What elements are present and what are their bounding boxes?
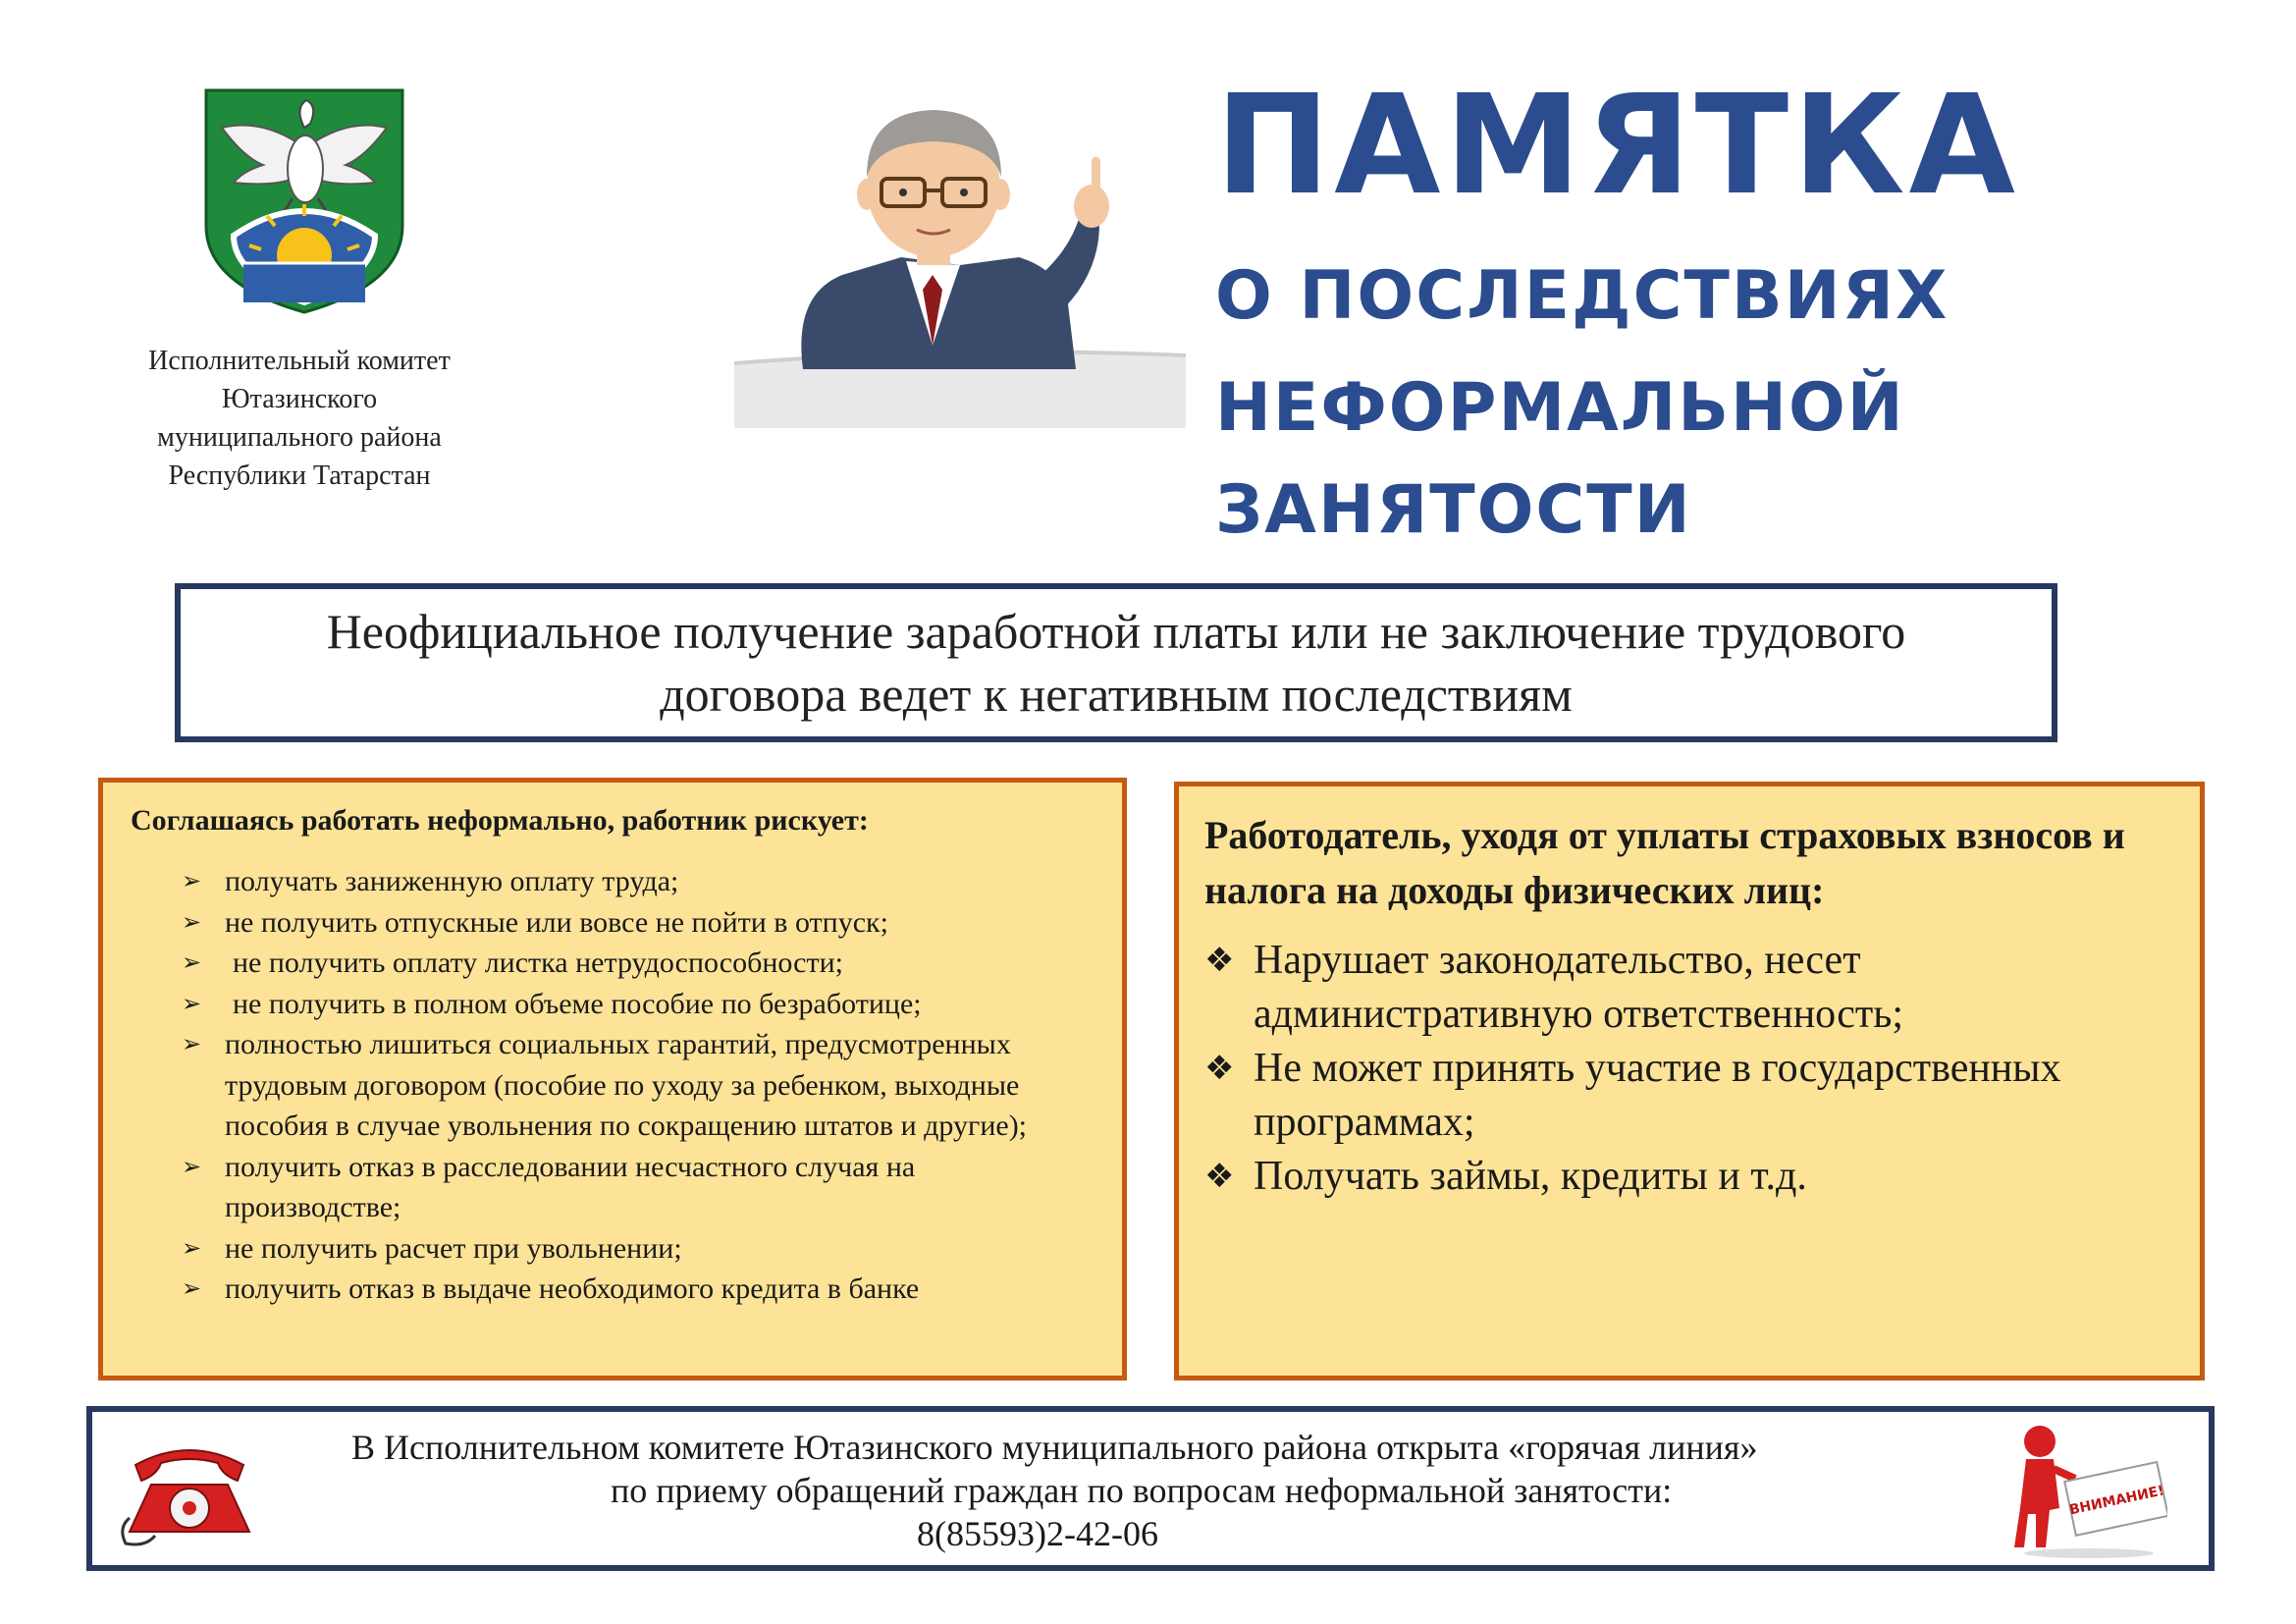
diamond-bullet-icon: ❖: [1204, 1157, 1235, 1196]
list-item: ➢ не получить оплату листка нетрудоспособности;: [131, 943, 1098, 984]
list-item: ➢ не получить расчет при увольнении;: [131, 1228, 1098, 1270]
list-item: ➢ полностью лишиться социальных гарантий, предусмотренных трудовым договором (пособие по уходу за ребенком, выходные пособия в случае увольнения по сокращению штатов и другие);: [131, 1024, 1098, 1147]
organization-name: [79, 342, 520, 495]
intro-line: договора ведет к негативным последствиям: [660, 667, 1573, 722]
employer-heading: Работодатель, уходя от уплаты страховых взносов и налога на доходы физических лиц:: [1204, 813, 2125, 912]
arrow-bullet-icon: ➢: [182, 948, 202, 976]
list-item: ➢ получить отказ в расследовании несчастного случая на производстве;: [131, 1147, 1098, 1228]
arrow-bullet-icon: ➢: [182, 1030, 202, 1057]
list-item: ➢ получать заниженную оплату труда;: [131, 861, 1098, 902]
employer-panel: [1174, 782, 2205, 1380]
arrow-bullet-icon: ➢: [182, 907, 202, 936]
intro-line: Неофициальное получение заработной платы или не заключение трудового: [326, 604, 1906, 659]
list-item: ❖ Не может принять участие в государственных программах;: [1204, 1042, 2174, 1150]
diamond-bullet-icon: ❖: [1204, 1049, 1235, 1088]
list-item: ❖ Получать займы, кредиты и т.д.: [1204, 1150, 2174, 1204]
intro-box: [175, 583, 2057, 742]
attention-sign-text: ВНИМАНИЕ!: [2067, 1483, 2166, 1519]
list-item: ➢ не получить отпускные или вовсе не пойти в отпуск;: [131, 902, 1098, 944]
hotline-text: по приему обращений граждан по вопросам неформальной занятости:: [611, 1471, 1673, 1510]
organization-line: муниципального района: [157, 422, 442, 453]
arrow-bullet-icon: ➢: [182, 1233, 202, 1262]
coat-of-arms-icon: [204, 88, 404, 314]
worker-risks-list: [131, 861, 1098, 1310]
list-item: ❖ Нарушает законодательство, несет административную ответственность;: [1204, 934, 2174, 1042]
title-subline: НЕФОРМАЛЬНОЙ: [1215, 369, 1905, 447]
attention-figure-icon: [2010, 1420, 2167, 1559]
hotline-text: В Исполнительном комитете Ютазинского муниципального района открыта «горячая линия»: [351, 1428, 1758, 1467]
worker-risks-heading: Соглашаясь работать неформально, работник рискует:: [131, 804, 869, 837]
list-item: ➢ получить отказ в выдаче необходимого кредита в банке: [131, 1269, 1098, 1310]
telephone-icon: [116, 1430, 263, 1547]
worker-risks-panel: [98, 778, 1127, 1380]
arrow-bullet-icon: ➢: [182, 1274, 202, 1302]
title-subline: О ПОСЛЕДСТВИЯХ: [1215, 257, 1949, 335]
arrow-bullet-icon: ➢: [182, 867, 202, 894]
organization-line: Ютазинского: [221, 384, 378, 414]
title-subline: ЗАНЯТОСТИ: [1215, 471, 1692, 549]
organization-line: Исполнительный комитет: [148, 346, 451, 376]
arrow-bullet-icon: ➢: [182, 989, 202, 1017]
diamond-bullet-icon: ❖: [1204, 941, 1235, 980]
man-pointing-illustration: [734, 88, 1186, 428]
title-main: ПАМЯТКА: [1215, 66, 2019, 226]
arrow-bullet-icon: ➢: [182, 1152, 202, 1180]
organization-line: Республики Татарстан: [168, 460, 431, 491]
list-item: ➢ не получить в полном объеме пособие по безработице;: [131, 984, 1098, 1025]
hotline-phone-number: 8(85593)2-42-06: [917, 1514, 1158, 1553]
